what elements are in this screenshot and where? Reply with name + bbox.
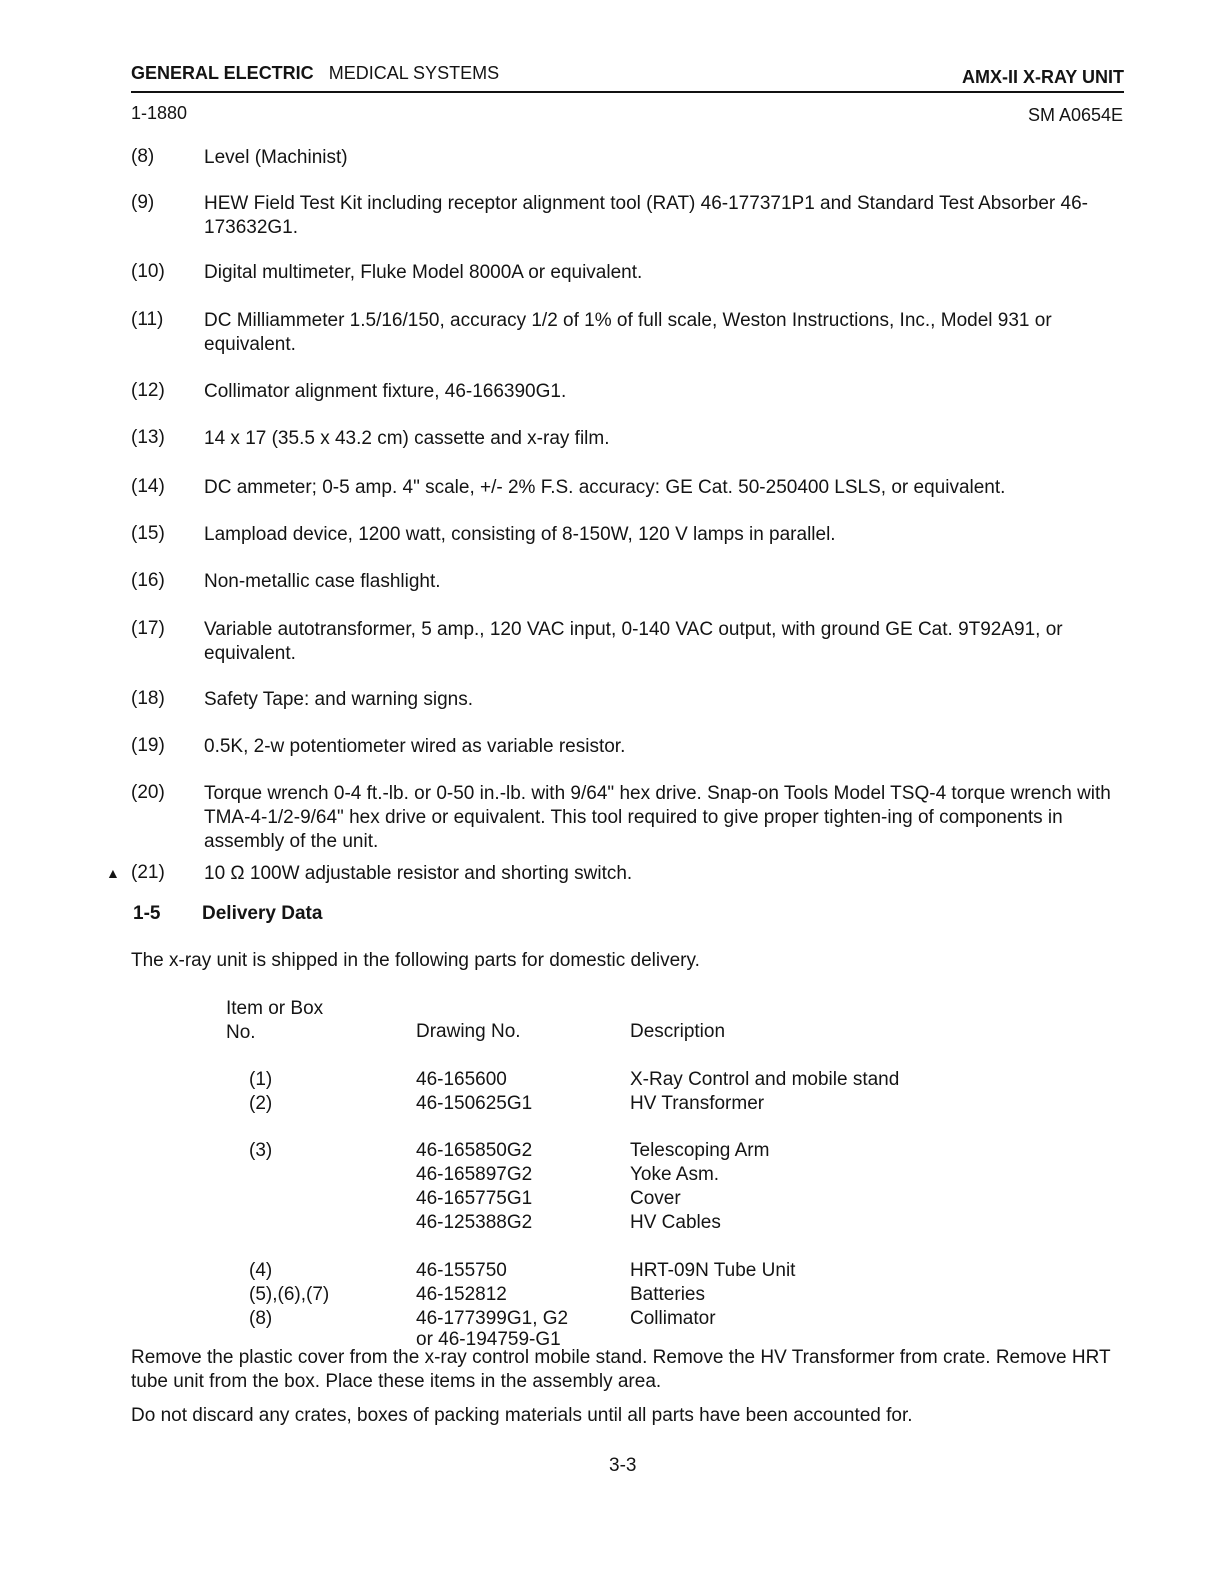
- item-text: Variable autotransformer, 5 amp., 120 VAC input, 0-140 VAC output, with ground GE Cat. 9T92A91, or equivalent.: [204, 619, 1063, 664]
- item-number: (18): [131, 688, 165, 709]
- item-text: Collimator alignment fixture, 46-166390G1.: [204, 381, 567, 402]
- item-text: HEW Field Test Kit including receptor alignment tool (RAT) 46-177371P1 and Standard Test Absorber 46-173632G1.: [204, 193, 1088, 238]
- table-header-description: Description: [630, 1021, 726, 1042]
- item-number: (8): [131, 146, 155, 167]
- row-drawing: 46-177399G1, G2: [416, 1308, 569, 1329]
- item-text: 10 Ω 100W adjustable resistor and shorting switch.: [204, 863, 633, 884]
- row-item: (8): [249, 1308, 273, 1329]
- item-text: Lampload device, 1200 watt, consisting of 8-150W, 120 V lamps in parallel.: [204, 524, 836, 545]
- item-number: (14): [131, 476, 165, 497]
- row-description: Collimator: [630, 1308, 716, 1329]
- row-drawing: 46-150625G1: [416, 1093, 533, 1114]
- item-number: (20): [131, 782, 165, 803]
- item-number: (13): [131, 427, 165, 448]
- item-number: (17): [131, 618, 165, 639]
- row-drawing: 46-125388G2: [416, 1212, 533, 1233]
- row-drawing: 46-165897G2: [416, 1164, 533, 1185]
- item-text: Digital multimeter, Fluke Model 8000A or equivalent.: [204, 262, 643, 283]
- item-text: DC Milliammeter 1.5/16/150, accuracy 1/2 of 1% of full scale, Weston Instructions, Inc., Model 931 or equivalent.: [204, 310, 1052, 355]
- item-text: Non-metallic case flashlight.: [204, 571, 441, 592]
- row-item: (5),(6),(7): [249, 1284, 330, 1305]
- page-number: 3-3: [609, 1455, 637, 1476]
- row-description: Yoke Asm.: [630, 1164, 720, 1185]
- row-drawing: 46-165850G2: [416, 1140, 533, 1161]
- item-text: Torque wrench 0-4 ft.-lb. or 0-50 in.-lb. with 9/64" hex drive. Snap-on Tools Model TSQ-4 torque wrench with TMA-4-1/2-9/64" hex drive or equivalent. This tool required to give proper tighten-ing of components in assembly of the unit.: [204, 783, 1111, 852]
- company-name: GENERAL ELECTRIC: [131, 63, 314, 83]
- company-division: MEDICAL SYSTEMS: [328, 63, 500, 83]
- item-number: (10): [131, 261, 165, 282]
- document-number: SM A0654E: [1027, 105, 1123, 125]
- item-number: (16): [131, 570, 165, 591]
- row-item: (2): [249, 1093, 273, 1114]
- row-description: X-Ray Control and mobile stand: [630, 1069, 900, 1090]
- item-text: Safety Tape: and warning signs.: [204, 689, 473, 710]
- row-description: Cover: [630, 1188, 681, 1209]
- item-number: (9): [131, 192, 155, 213]
- section-intro: The x-ray unit is shipped in the following parts for domestic delivery.: [131, 950, 700, 971]
- row-description: HV Cables: [630, 1212, 721, 1233]
- row-description: HRT-09N Tube Unit: [630, 1260, 796, 1281]
- item-number: (12): [131, 380, 165, 401]
- instruction-paragraph: Remove the plastic cover from the x-ray control mobile stand. Remove the HV Transformer from crate. Remove HRT tube unit from the box. Place these items in the assembly area.: [131, 1347, 1111, 1392]
- row-item: (4): [249, 1260, 273, 1281]
- row-description: Telescoping Arm: [630, 1140, 770, 1161]
- header-code: 1-1880: [131, 103, 188, 123]
- section-title: Delivery Data: [202, 903, 323, 924]
- row-item: (3): [249, 1140, 273, 1161]
- item-number: (21): [131, 862, 165, 883]
- item-text: 0.5K, 2-w potentiometer wired as variable resistor.: [204, 736, 626, 757]
- row-drawing: 46-155750: [416, 1260, 507, 1281]
- row-description: Batteries: [630, 1284, 705, 1305]
- row-description: HV Transformer: [630, 1093, 765, 1114]
- row-drawing: or 46-194759-G1: [416, 1329, 561, 1350]
- header-company: [131, 63, 499, 84]
- table-header-item: Item or Box No.: [226, 998, 324, 1043]
- row-drawing: 46-165600: [416, 1069, 507, 1090]
- product-title: AMX-II X-RAY UNIT: [961, 67, 1124, 87]
- table-header-drawing: Drawing No.: [416, 1021, 521, 1042]
- revision-triangle-icon: ▲: [106, 865, 120, 881]
- item-number: (11): [131, 309, 164, 330]
- item-number: (19): [131, 735, 165, 756]
- section-number: 1-5: [133, 903, 161, 924]
- row-drawing: 46-165775G1: [416, 1188, 533, 1209]
- item-text: 14 x 17 (35.5 x 43.2 cm) cassette and x-ray film.: [204, 428, 610, 449]
- item-number: (15): [131, 523, 165, 544]
- row-item: (1): [249, 1069, 273, 1090]
- row-drawing: 46-152812: [416, 1284, 507, 1305]
- item-text: Level (Machinist): [204, 147, 348, 168]
- header-rule: [131, 91, 1124, 93]
- item-text: DC ammeter; 0-5 amp. 4" scale, +/- 2% F.S. accuracy: GE Cat. 50-250400 LSLS, or equivalent.: [204, 477, 1006, 498]
- instruction-paragraph: Do not discard any crates, boxes of packing materials until all parts have been accounted for.: [131, 1405, 913, 1426]
